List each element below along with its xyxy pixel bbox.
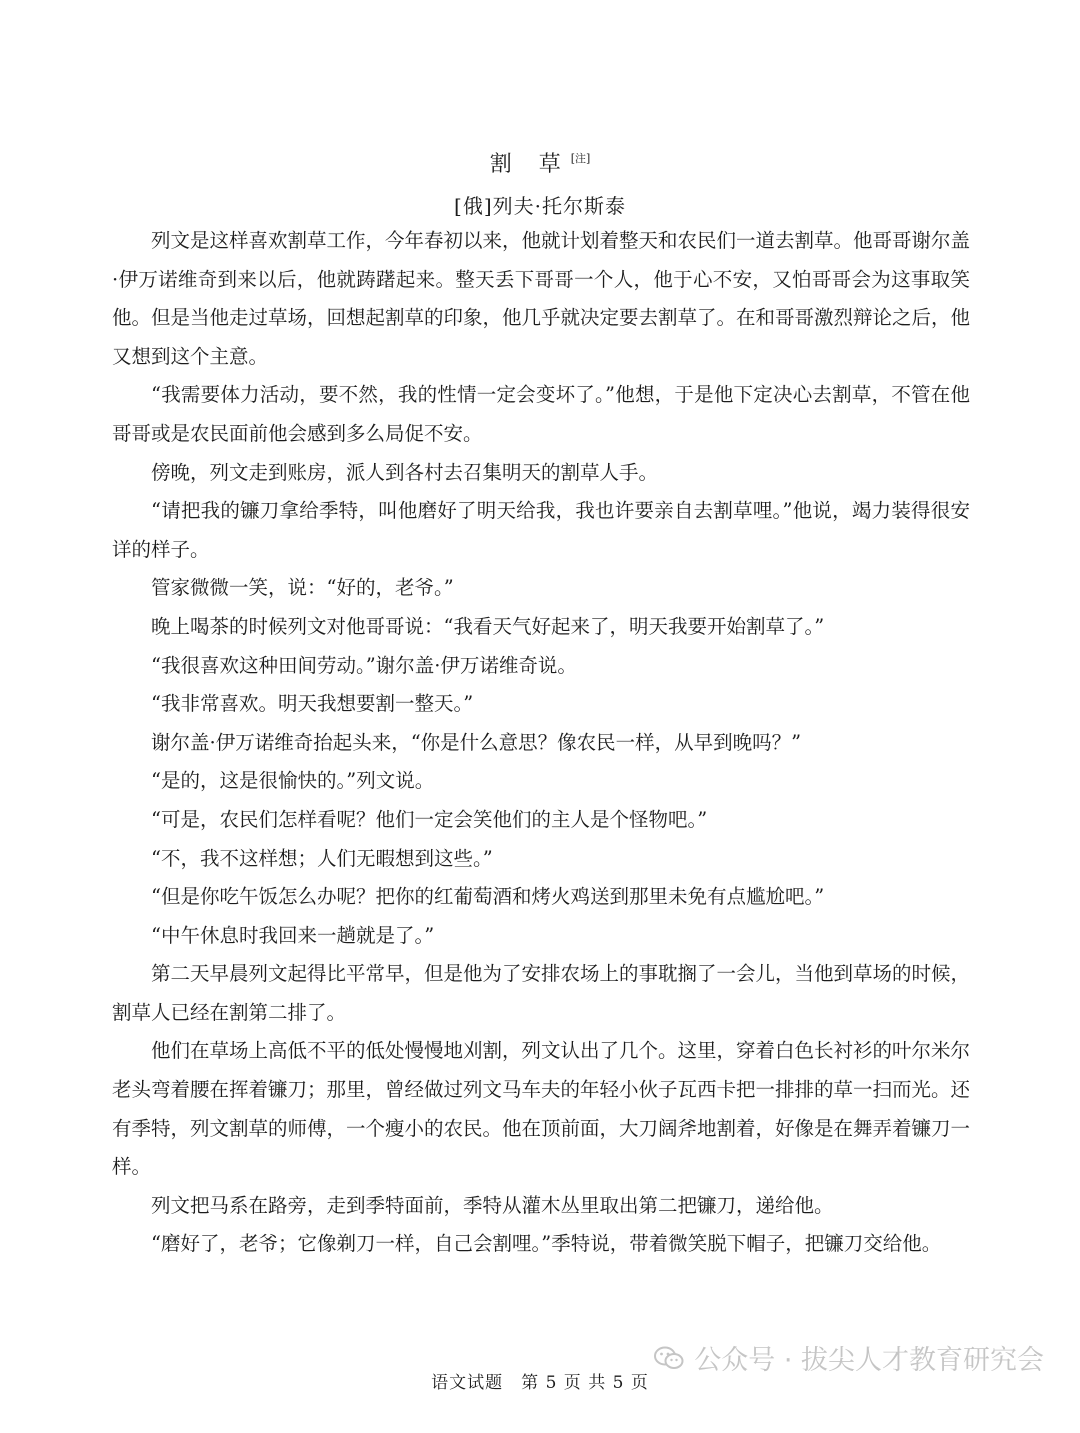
- paragraph: “我很喜欢这种田间劳动。”谢尔盖·伊万诺维奇说。: [151, 653, 577, 677]
- page-footer: 语文试题 第 5 页 共 5 页: [431, 1373, 649, 1393]
- paragraph: “请把我的镰刀拿给季特，叫他磨好了明天给我，我也许要亲自去割草哩。”他说，竭力装得很安详的样子。: [112, 499, 970, 561]
- paragraph: “不，我不这样想；人们无暇想到这些。”: [151, 846, 493, 870]
- article-title: [0, 143, 1080, 181]
- paragraph: “但是你吃午饭怎么办呢？把你的红葡萄酒和烤火鸡送到那里未免有点尴尬吧。”: [151, 885, 825, 909]
- paragraph: “中午休息时我回来一趟就是了。”: [151, 923, 435, 947]
- title-note-marker: [注]: [570, 152, 591, 165]
- paragraph: “是的，这是很愉快的。”列文说。: [151, 769, 435, 793]
- paragraph: 列文把马系在路旁，走到季特面前，季特从灌木丛里取出第二把镰刀，递给他。: [151, 1193, 834, 1217]
- paragraph: “我非常喜欢。明天我想要割一整天。”: [151, 692, 474, 716]
- paragraph: 第二天早晨列文起得比平常早，但是他为了安排农场上的事耽搁了一会儿，当他到草场的时候，割草人已经在割第二排了。: [112, 962, 971, 1024]
- paragraph: “我需要体力活动，要不然，我的性情一定会变坏了。”他想，于是他下定决心去割草，不管在他哥哥或是农民面前他会感到多么局促不安。: [112, 383, 970, 445]
- paragraph: 管家微微一笑，说：“好的，老爷。”: [151, 576, 454, 600]
- paragraph: 谢尔盖·伊万诺维奇抬起头来，“你是什么意思？像农民一样，从早到晚吗？”: [151, 730, 802, 754]
- title-block: [0, 143, 1080, 221]
- article-body: [112, 222, 970, 1264]
- watermark-text: 公众号 · 拔尖人才教育研究会: [694, 1345, 1044, 1376]
- paragraph: 他们在草场上高低不平的低处慢慢地刈割，列文认出了几个。这里，穿着白色长衬衫的叶尔米尔老头弯着腰在挥着镰刀；那里，曾经做过列文马车夫的年轻小伙子瓦西卡把一排排的草一扫而光。还有季特，列文割草的师傅，一个瘦小的农民。他在顶前面，大刀阔斧地割着，好像是在舞弄着镰刀一样。: [112, 1039, 971, 1179]
- paragraph: 傍晚，列文走到账房，派人到各村去召集明天的割草人手。: [151, 460, 659, 484]
- paragraph: “磨好了，老爷；它像剃刀一样，自己会割哩。”季特说，带着微笑脱下帽子，把镰刀交给他。: [151, 1232, 942, 1256]
- paragraph: “可是，农民们怎样看呢？他们一定会笑他们的主人是个怪物吧。”: [151, 807, 708, 831]
- paragraph: 晚上喝茶的时候列文对他哥哥说：“我看天气好起来了，明天我要开始割草了。”: [151, 614, 825, 638]
- paragraph: 列文是这样喜欢割草工作，今年春初以来，他就计划着整天和农民们一道去割草。他哥哥谢尔盖·伊万诺维奇到来以后，他就踌躇起来。整天丢下哥哥一个人，他于心不安，又怕哥哥会为这事取笑他。但是当他走过草场，回想起割草的印象，他几乎就决定要去割草了。在和哥哥激烈辩论之后，他又想到这个主意。: [112, 229, 971, 368]
- article-title-text: 割 草: [489, 152, 571, 177]
- article-author: [俄]列夫·托尔斯泰: [454, 194, 626, 218]
- wechat-icon: [654, 1346, 684, 1370]
